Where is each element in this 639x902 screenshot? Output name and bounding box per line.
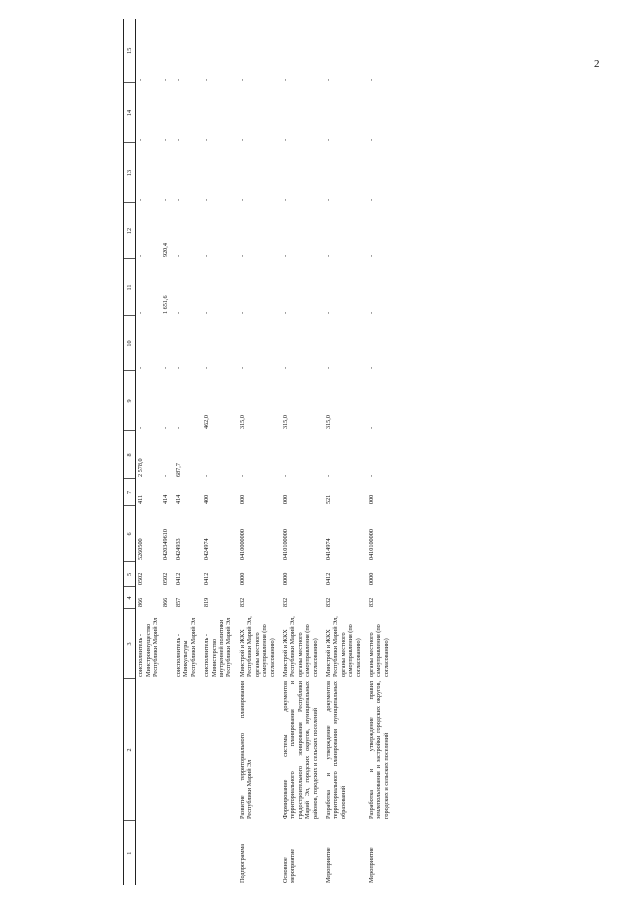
cell-col-11: - <box>175 311 183 314</box>
cell-col-11: - <box>137 311 145 314</box>
cell-col-2 <box>161 679 170 821</box>
cell-col-8: - <box>281 474 289 477</box>
cell-col-15: - <box>137 78 145 81</box>
cell-col-14: - <box>175 138 183 141</box>
table-row <box>234 19 277 885</box>
cell-col-12: - <box>137 254 145 257</box>
cell-col-9: - <box>137 426 145 429</box>
cell-col-13: - <box>324 198 332 201</box>
cell-col-11: - <box>367 311 375 314</box>
cell-col-12: - <box>367 254 375 257</box>
cell-col-14: - <box>324 138 332 141</box>
table-row <box>136 19 161 885</box>
cell-col-9: - <box>367 426 375 429</box>
cell-col-10: - <box>161 366 169 369</box>
table-row <box>277 19 320 885</box>
cell-col-6: 0420349610 <box>161 529 169 560</box>
cell-col-7: 411 <box>137 494 145 504</box>
cell-col-11: - <box>238 311 246 314</box>
cell-col-12: - <box>203 254 211 257</box>
cell-col-7: 414 <box>161 494 169 504</box>
cell-col-10: - <box>137 366 145 369</box>
cell-col-2 <box>136 679 161 821</box>
cell-col-2: Разработка и утверждение документов территориального планирования муниципальных образований <box>324 681 347 819</box>
column-number: 1 <box>124 821 136 885</box>
cell-col-6: 0414974 <box>324 538 332 560</box>
cell-col-6: 0410000000 <box>238 529 246 560</box>
cell-col-14: - <box>161 138 169 141</box>
cell-col-1 <box>161 821 170 885</box>
cell-col-15: - <box>203 78 211 81</box>
cell-col-3: соисполнитель - Министерство внутренней политики Республики Марий Эл <box>203 617 233 677</box>
cell-col-10: - <box>281 366 289 369</box>
cell-col-3: соисполнитель - Минкультуры Республики Марий Эл <box>175 617 197 677</box>
cell-col-7: 400 <box>203 494 211 504</box>
cell-col-15: - <box>238 78 246 81</box>
cell-col-9: - <box>175 426 183 429</box>
budget-table-rotated <box>123 19 603 885</box>
cell-col-11: - <box>281 311 289 314</box>
cell-col-6: 0410100000 <box>281 529 289 560</box>
cell-col-4: 866 <box>161 597 169 607</box>
cell-col-5: 0412 <box>203 572 211 585</box>
cell-col-5: 0412 <box>175 572 183 585</box>
cell-col-4: 819 <box>203 597 211 607</box>
cell-col-2: Формирование системы документов территориального планирования и градостроительного зонирования Республики Марий Эл, городских округов, муниципальных районов, городских и сельских поселений <box>281 681 319 819</box>
cell-col-14: - <box>238 138 246 141</box>
cell-col-8: - <box>367 474 375 477</box>
cell-col-11: - <box>324 311 332 314</box>
cell-col-15: - <box>324 78 332 81</box>
cell-col-13: - <box>367 198 375 201</box>
cell-col-5: 0000 <box>367 572 375 585</box>
cell-col-2: Разработка и утверждение правил землепользования и застройки городских округов, городских и сельских поселений <box>367 681 390 819</box>
cell-col-2 <box>170 679 198 821</box>
cell-col-8: - <box>324 474 332 477</box>
cell-col-2 <box>198 679 234 821</box>
column-number: 9 <box>124 371 136 431</box>
cell-col-14: - <box>137 138 145 141</box>
cell-col-7: 000 <box>367 494 375 504</box>
column-number: 2 <box>124 679 136 821</box>
cell-col-12: - <box>175 254 183 257</box>
cell-col-1: Основное мероприятие <box>281 848 297 883</box>
cell-col-14: - <box>203 138 211 141</box>
cell-col-5: 0000 <box>238 572 246 585</box>
cell-col-12: - <box>281 254 289 257</box>
cell-col-7: 414 <box>175 494 183 504</box>
cell-col-6: 0424974 <box>203 538 211 560</box>
budget-table <box>123 19 391 885</box>
column-number: 12 <box>124 203 136 259</box>
cell-col-5: 0412 <box>324 572 332 585</box>
cell-col-13: - <box>137 198 145 201</box>
table-row <box>363 19 391 885</box>
cell-col-4: 832 <box>281 597 289 607</box>
cell-col-4: 866 <box>137 597 145 607</box>
cell-col-8: 2 578,0 <box>137 458 145 477</box>
cell-col-1 <box>198 821 234 885</box>
cell-col-9: 315,0 <box>238 415 246 429</box>
cell-col-4: 832 <box>367 597 375 607</box>
cell-col-10: - <box>367 366 375 369</box>
cell-col-9: 315,0 <box>281 415 289 429</box>
column-number: 13 <box>124 143 136 203</box>
cell-col-1 <box>136 821 161 885</box>
cell-col-15: - <box>281 78 289 81</box>
column-number: 7 <box>124 479 136 506</box>
cell-col-14: - <box>367 138 375 141</box>
cell-col-9: 315,0 <box>324 415 332 429</box>
cell-col-7: 521 <box>324 494 332 504</box>
table-row <box>320 19 363 885</box>
cell-col-6: 0424933 <box>175 538 183 560</box>
cell-col-12: - <box>324 254 332 257</box>
cell-col-4: 832 <box>238 597 246 607</box>
column-number: 14 <box>124 83 136 143</box>
cell-col-7: 000 <box>238 494 246 504</box>
cell-col-2: Развитие территориального планирования Республики Марий Эл <box>238 681 254 819</box>
cell-col-9: - <box>161 426 169 429</box>
cell-col-8: 687,7 <box>175 463 183 477</box>
table-row <box>161 19 170 885</box>
cell-col-3 <box>161 609 170 679</box>
cell-col-11: 1 651,6 <box>161 295 169 314</box>
cell-col-1 <box>170 821 198 885</box>
cell-col-6: 0410100000 <box>367 529 375 560</box>
cell-col-15: - <box>175 78 183 81</box>
cell-col-12: - <box>238 254 246 257</box>
cell-col-8: - <box>203 474 211 477</box>
cell-col-7: 000 <box>281 494 289 504</box>
cell-col-15: - <box>161 78 169 81</box>
cell-col-5: 0000 <box>281 572 289 585</box>
cell-col-3: Минстрой и ЖКХ Республики Марий Эл, органы местного самоуправления (по согласованию) <box>238 616 276 677</box>
cell-col-8: - <box>238 474 246 477</box>
cell-col-4: 857 <box>175 597 183 607</box>
cell-col-15: - <box>367 78 375 81</box>
column-number: 3 <box>124 609 136 679</box>
cell-col-3: Минстрой и ЖКХ Республики Марий Эл, органы местного самоуправления (по согласованию) <box>281 616 319 677</box>
cell-col-10: - <box>175 366 183 369</box>
cell-col-6: 5260500 <box>137 538 145 560</box>
column-number: 10 <box>124 316 136 371</box>
table-body <box>136 19 391 885</box>
cell-col-11: - <box>203 311 211 314</box>
cell-col-9: 462,0 <box>203 415 211 429</box>
cell-col-13: - <box>161 198 169 201</box>
table-row <box>170 19 198 885</box>
cell-col-3: органы местного самоуправления (по согласованию) <box>367 624 390 677</box>
cell-col-1: Мероприятие <box>367 847 375 883</box>
page-number: 2 <box>594 58 600 70</box>
column-number-row <box>124 19 136 885</box>
cell-col-13: - <box>238 198 246 201</box>
cell-col-5: 0502 <box>137 572 145 585</box>
cell-col-5: 0502 <box>161 572 169 585</box>
column-number: 5 <box>124 562 136 587</box>
cell-col-3: соисполнитель - Минстроимущество Республики Марий Эл <box>137 617 160 677</box>
cell-col-10: - <box>324 366 332 369</box>
cell-col-13: - <box>175 198 183 201</box>
cell-col-4: 832 <box>324 597 332 607</box>
cell-col-12: 920,4 <box>161 243 169 257</box>
cell-col-10: - <box>238 366 246 369</box>
cell-col-13: - <box>281 198 289 201</box>
cell-col-13: - <box>203 198 211 201</box>
column-number: 8 <box>124 431 136 479</box>
cell-col-3: Минстрой и ЖКХ Республики Марий Эл, органы местного самоуправления (по согласованию) <box>324 616 362 677</box>
cell-col-14: - <box>281 138 289 141</box>
cell-col-8: - <box>161 474 169 477</box>
column-number: 6 <box>124 506 136 562</box>
column-number: 15 <box>124 19 136 83</box>
column-number: 4 <box>124 587 136 609</box>
table-row <box>198 19 234 885</box>
cell-col-1: Подпрограмма <box>238 844 246 883</box>
cell-col-10: - <box>203 366 211 369</box>
column-number: 11 <box>124 259 136 316</box>
cell-col-1: Мероприятие <box>324 847 332 883</box>
